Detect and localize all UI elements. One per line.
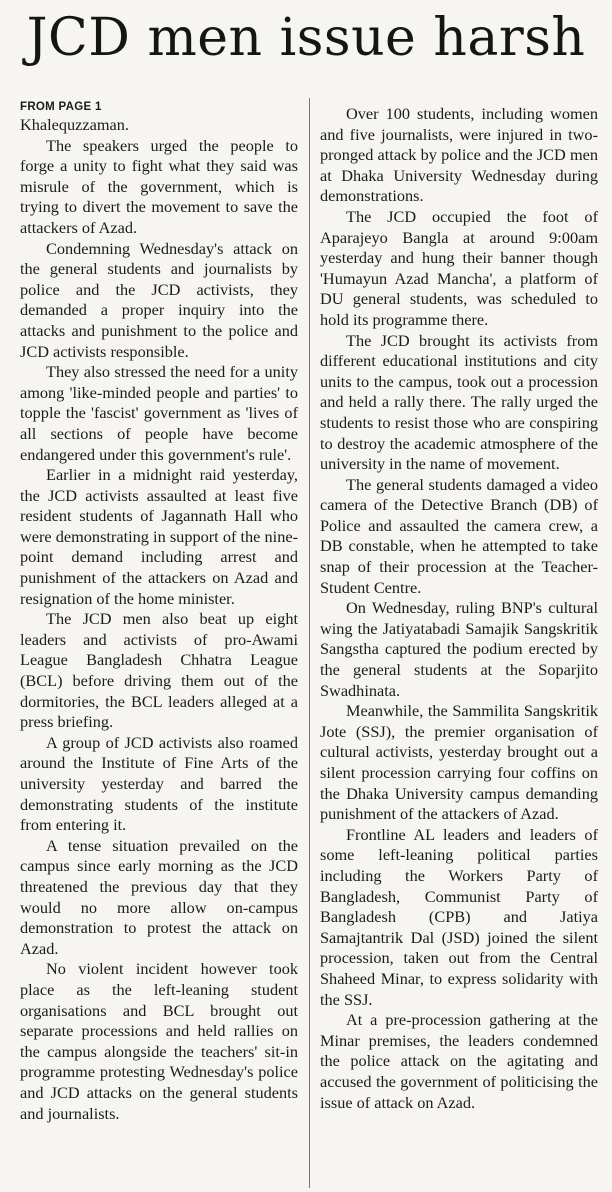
paragraph: Frontline AL leaders and leaders of some left-leaning political parties including the Workers Party of Bangladesh, Communist Party of Bangladesh (CPB) and Jatiya Samajtantrik Dal (JSD) joined the silent procession, taken out from the Central Shaheed Minar, to express solidarity with the SSJ. [320, 824, 598, 1009]
paragraph: Condemning Wednesday's attack on the general students and journalists by police and the JCD activists, they demanded a proper inquiry into the attacks and punishment to the police and JCD activists responsible. [20, 238, 298, 361]
paragraph: Earlier in a midnight raid yesterday, the JCD activists assaulted at least five resident students of Jagannath Hall who were demonstrating in support of the nine-point demand including arrest and punishment of the attackers on Azad and resignation of the home minister. [20, 465, 298, 608]
paragraph: The JCD brought its activists from different educational institutions and city units to the campus, took out a procession and held a rally there. The rally urged the students to resist those who are conspiring to destroy the academic atmosphere of the university in the name of movement. [320, 330, 598, 474]
paragraph: The JCD occupied the foot of Aparajeyo Bangla at around 9:00am yesterday and hung their banner though 'Humayun Azad Mancha', a platform of DU general students, was scheduled to hold its programme there. [320, 206, 598, 329]
headline: JCD men issue harsh [26, 8, 586, 68]
paragraph: On Wednesday, ruling BNP's cultural wing the Jatiyatabadi Samajik Sangskritik Sangstha captured the podium erected by the general students at the Soparjito Swadhinata. [320, 598, 598, 700]
paragraph: Khalequzzaman. [20, 115, 129, 134]
paragraph: The general students damaged a video camera of the Detective Branch (DB) of Police and assaulted the camera crew, a DB constable, when he attempted to take snap of their procession at the Teacher-Student Centre. [320, 474, 598, 597]
continuation-kicker: FROM PAGE 1 [20, 101, 102, 113]
right-column [320, 104, 598, 1113]
left-column [20, 100, 298, 1124]
paragraph: Over 100 students, including women and five journalists, were injured in two-pronged attack by police and the JCD men at Dhaka University Wednesday during demonstrations. [320, 104, 598, 206]
paragraph: Meanwhile, the Sammilita Sangskritik Jote (SSJ), the premier organisation of cultural activists, yesterday brought out a silent procession carrying four coffins on the Dhaka University campus demanding punishment of the attackers of Azad. [320, 701, 598, 824]
paragraph: The speakers urged the people to forge a unity to fight what they said was misrule of the government, which is trying to divert the movement to save the attackers of Azad. [20, 135, 298, 237]
paragraph: The JCD men also beat up eight leaders and activists of pro-Awami League Bangladesh Chhatra League (BCL) before driving them out of the dormitories, the BCL leaders alleged at a press briefing. [20, 609, 298, 732]
paragraph: They also stressed the need for a unity among 'like-minded people and parties' to topple the 'fascist' government as 'lives of all sections of people have become endangered under this government's rule'. [20, 362, 298, 464]
paragraph: No violent incident however took place as the left-leaning student organisations and BCL brought out separate processions and held rallies on the campus alongside the teachers' sit-in programme protesting Wednesday's police and JCD attacks on the general students and journalists. [20, 959, 298, 1123]
paragraph: A group of JCD activists also roamed around the Institute of Fine Arts of the university yesterday and barred the demonstrating students of the institute from entering it. [20, 732, 298, 835]
paragraph: A tense situation prevailed on the campus since early morning as the JCD threatened the previous day that they would no more allow on-campus demonstration to protest the attack on Azad. [20, 835, 298, 958]
column-divider [309, 98, 310, 1188]
paragraph: At a pre-procession gathering at the Minar premises, the leaders condemned the police attack on the agitating and accused the government of politicising the issue of attack on Azad. [320, 1010, 598, 1112]
